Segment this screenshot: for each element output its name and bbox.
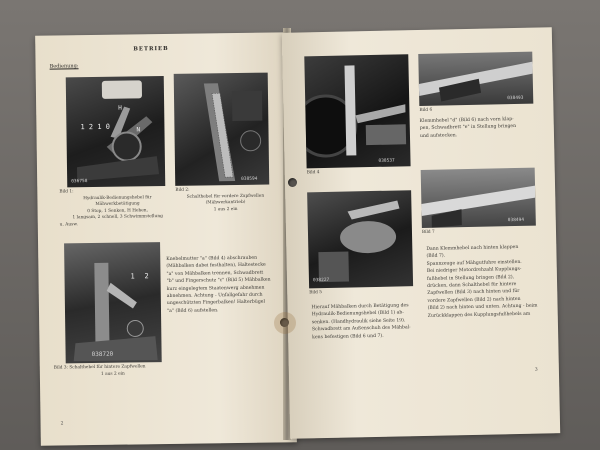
body-line: Bei niedriger Motordrehzahl Kupplungs- xyxy=(426,267,522,275)
body-line: senken. (Handhydraulik siehe Seite 19). xyxy=(311,318,406,326)
caption-line: 1 langsam, 2 schnell, 3 Schwimmstellung xyxy=(72,214,163,221)
photo-code: 038494 xyxy=(507,217,525,224)
caption-line: u. Ausw. xyxy=(59,221,78,227)
body-text xyxy=(166,255,271,316)
photo-code: 038493 xyxy=(507,95,524,102)
caption-line: 1 aus 2 ein xyxy=(213,206,238,212)
caption-bild-3 xyxy=(54,364,172,379)
body-line: Dann Klemmhebel nach hinten klappen xyxy=(426,244,519,252)
body-line: Zapfwellen (Bild 3) nach hinten und für xyxy=(427,289,520,297)
body-line: "a" von Mähbalken trennen, Schwadbrett xyxy=(166,270,264,277)
photo-bild-4 xyxy=(304,54,410,168)
body-line: Zurückklappen des Kupplungsfußhebels am xyxy=(427,311,531,319)
caption-bild-5: Bild 5 xyxy=(309,290,323,296)
photo-bild-5 xyxy=(307,190,413,288)
body-line: Knebelmutter "a" (Bild 4) abschrauben xyxy=(166,255,258,262)
caption-line: Mähwerkbetätigung xyxy=(95,201,140,207)
section-title: Bedienung: xyxy=(49,63,79,70)
body-text-left xyxy=(311,302,410,341)
photo-code: 038720 xyxy=(91,350,114,359)
left-page xyxy=(35,32,297,446)
body-line: "a" (Bild 6) aufstellen. xyxy=(166,308,219,314)
photo-code: 038594 xyxy=(241,176,258,182)
caption-line: Schalthebel für vordere Zapfwellen xyxy=(186,193,265,200)
body-line: (Mähbalken dabei festhalten), Haltestecke xyxy=(166,263,266,270)
page-heading: BETRIEB xyxy=(133,45,169,53)
caption-bild-2 xyxy=(175,186,275,213)
body-line: Klemmhebel "d" (Bild 6) nach vorn klap- xyxy=(419,117,514,125)
body-line: fußhebel in Stellung bringen (Bild 2), xyxy=(426,274,515,282)
body-line: pen, Schwadbrett "e" in Stellung bringen xyxy=(419,124,517,132)
body-line: vordere Zapfwellen (Bild 2) nach hinten xyxy=(427,296,521,304)
body-line: ungeschützten Fingerbalken! Halterbügel xyxy=(166,300,265,307)
body-line: Schwadbrett am Außenschuh des Mähbal- xyxy=(311,325,411,333)
caption-bild-6: Bild 6 xyxy=(419,107,433,114)
body-line: Hydraulik-Bedienungshebel (Bild 1) ab- xyxy=(311,310,404,318)
body-line: kurz eingelegtem Staatenwerg abnehmen xyxy=(166,285,265,292)
body-line: (Bild 2) nach hinten und unten. Achtung - beim xyxy=(427,303,538,312)
body-line: Hierauf Mähbalken durch Betätigung des xyxy=(311,303,409,311)
caption-bild-7: Bild 7 xyxy=(421,229,435,235)
photo-code: 038227 xyxy=(312,277,330,284)
caption-line: Bild 3: Schalthebel für hintere Zapfwellen xyxy=(53,364,146,371)
body-text-right xyxy=(426,244,537,320)
photo-code: 038537 xyxy=(378,158,395,164)
overlay-label: 1 xyxy=(130,272,135,281)
photo-bild-7 xyxy=(421,168,536,228)
overlay-label: 1 2 1 0 xyxy=(80,122,110,132)
binding-hole xyxy=(288,178,297,187)
body-line: (Bild 7). xyxy=(426,253,446,260)
text-bild-6 xyxy=(420,116,517,140)
body-line: Spannzeuge auf Mähgutfuhre einstellen. xyxy=(426,259,522,267)
caption-line: Bild 1: xyxy=(59,189,74,195)
photo-bild-6 xyxy=(418,52,533,106)
caption-line: 0 Stop, 1 Senken, H Heben, xyxy=(87,207,148,214)
caption-line: 1 aus 2 ein xyxy=(100,371,125,377)
rust-stain xyxy=(274,312,296,334)
overlay-label: N xyxy=(136,126,141,134)
body-line: kens befestigen (Bild 6 und 7). xyxy=(312,333,384,340)
body-line: abnehmen. Achtung - Unfallgefahr durch xyxy=(166,292,263,300)
caption-line: Bild 2: xyxy=(175,187,190,193)
caption-bild-4: Bild 4 xyxy=(306,170,320,176)
page-number: 2 xyxy=(60,421,64,427)
overlay-label: 2 xyxy=(144,272,149,281)
overlay-label: H xyxy=(118,104,122,112)
photo-bild-3 xyxy=(64,242,162,363)
body-line: drücken, dann Schalthebel für hintere xyxy=(427,282,517,289)
caption-line: Hydraulik-Bedienungshebel für xyxy=(83,194,152,201)
caption-bild-1 xyxy=(59,188,176,229)
photo-code: 036758 xyxy=(71,179,88,185)
photo-bild-2 xyxy=(174,73,270,186)
body-line: und aufstecken. xyxy=(419,133,458,139)
photo-bild-1 xyxy=(66,76,166,187)
page-number: 3 xyxy=(534,367,538,373)
caption-line: (Mähwerkantrieb) xyxy=(205,199,246,206)
right-page xyxy=(282,27,560,439)
body-line: "b" und Fingerschutz "c" (Bild 5) Mähbalken xyxy=(166,277,271,285)
